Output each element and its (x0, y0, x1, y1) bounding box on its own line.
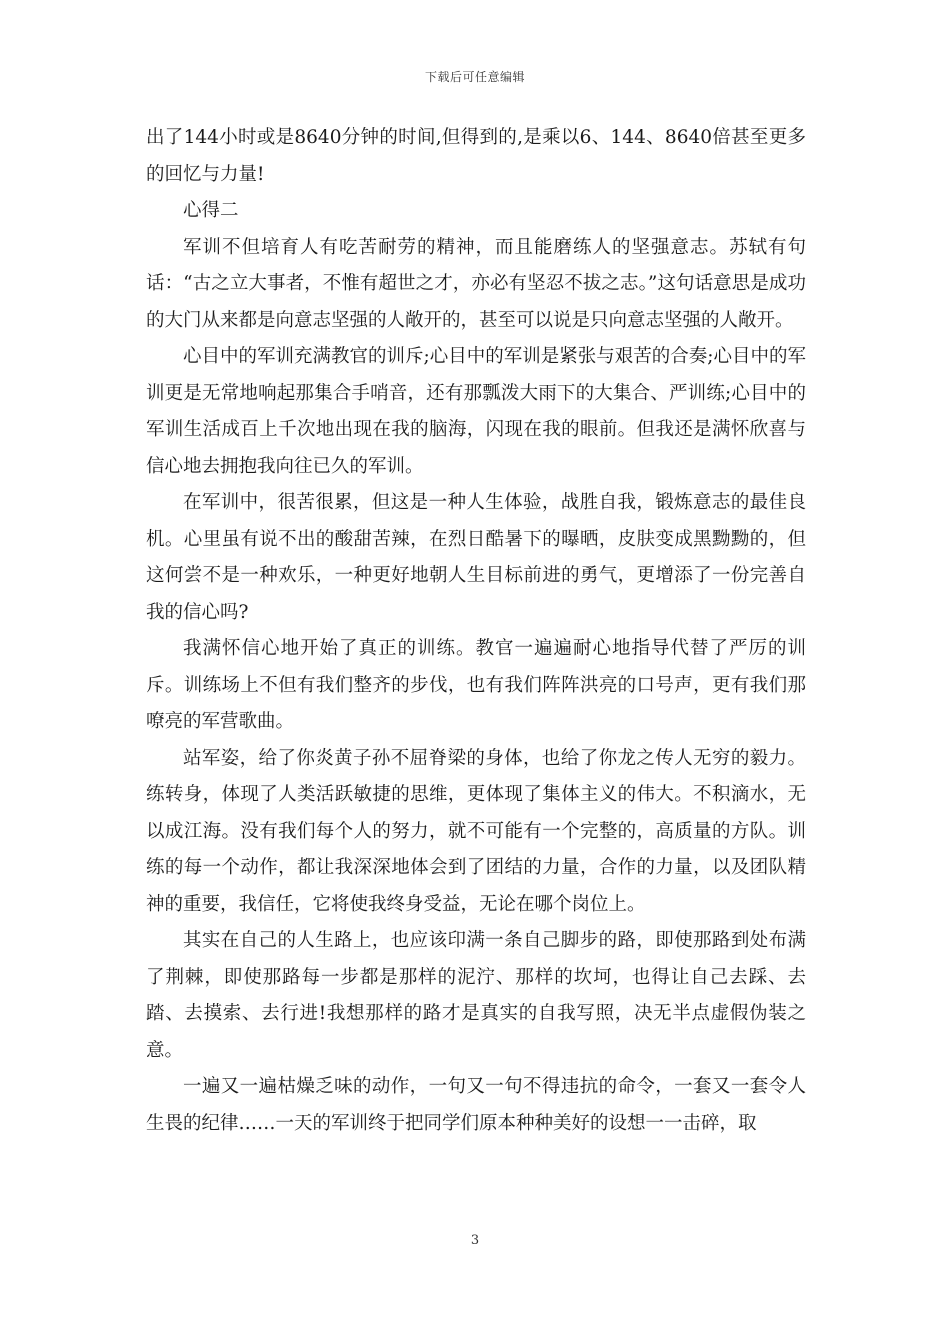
paragraph: 心目中的军训充满教官的训斥;心目中的军训是紧张与艰苦的合奏;心目中的军训更是无常地响起那集合手哨音，还有那瓢泼大雨下的大集合、严训练;心目中的军训生活成百上千次地出现在我的脑海，闪现在我的眼前。但我还是满怀欣喜与信心地去拥抱我向往已久的军训。 (146, 346, 806, 477)
paragraph: 站军姿，给了你炎黄子孙不屈脊梁的身体，也给了你龙之传人无穷的毅力。练转身，体现了人类活跃敏捷的思维，更体现了集体主义的伟大。不积滴水，无以成江海。没有我们每个人的努力，就不可能有一个完整的，高质量的方队。训练的每一个动作，都让我深深地体会到了团结的力量，合作的力量，以及团队精神的重要，我信任，它将使我终身受益，无论在哪个岗位上。 (146, 747, 806, 915)
page-number: 3 (470, 1233, 480, 1248)
paragraph: 我满怀信心地开始了真正的训练。教官一遍遍耐心地指导代替了严厉的训斥。训练场上不但有我们整齐的步伐，也有我们阵阵洪亮的口号声，更有我们那嘹亮的军营歌曲。 (146, 638, 806, 732)
paragraph-continuation: 出了144小时或是8640分钟的时间,但得到的,是乘以6、144、8640倍甚至更多的回忆与力量! (146, 127, 806, 185)
body-text (146, 120, 806, 1142)
paragraph: 一遍又一遍枯燥乏味的动作，一句又一句不得违抗的命令，一套又一套令人生畏的纪律……一天的军训终于把同学们原本种种美好的设想一一击碎，取 (146, 1076, 806, 1134)
section-heading: 心得二 (183, 200, 239, 221)
page-header-note: 下载后可任意编辑 (424, 70, 525, 84)
paragraph: 军训不但培育人有吃苦耐劳的精神，而且能磨练人的坚强意志。苏轼有句话：“古之立大事者，不惟有超世之才，亦必有坚忍不拔之志。”这句话意思是成功的大门从来都是向意志坚强的人敞开的，甚至可以说是只向意志坚强的人敞开。 (146, 236, 806, 331)
paragraph: 其实在自己的人生路上，也应该印满一条自己脚步的路，即使那路到处布满了荆棘，即使那路每一步都是那样的泥泞、那样的坎坷，也得让自己去踩、去踏、去摸索、去行进!我想那样的路才是真实的自我写照，决无半点虚假伪装之意。 (146, 930, 806, 1061)
paragraph: 在军训中，很苦很累，但这是一种人生体验，战胜自我，锻炼意志的最佳良机。心里虽有说不出的酸甜苦辣，在烈日酷暑下的曝晒，皮肤变成黑黝黝的，但这何尝不是一种欢乐，一种更好地朝人生目标前进的勇气，更增添了一份完善自我的信心吗? (146, 492, 806, 623)
